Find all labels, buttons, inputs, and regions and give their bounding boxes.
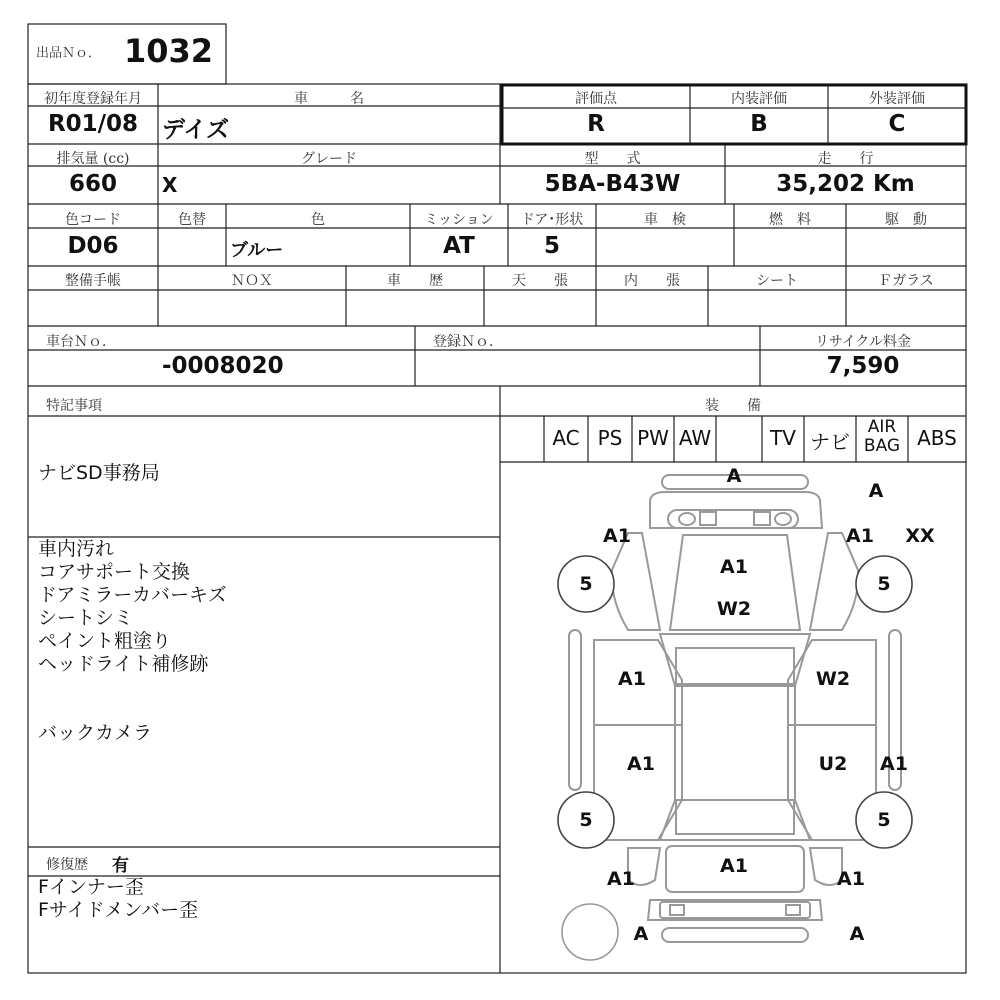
reg-label: 初年度登録年月 (44, 91, 142, 107)
chassis-value: -0008020 (162, 353, 284, 379)
interior-label: 内装評価 (731, 91, 787, 107)
mark-rear-bumper-left: A (633, 923, 649, 945)
notes-line: シートシミ (38, 607, 134, 629)
equipment-aw: AW (678, 426, 712, 450)
model-label: 型 式 (584, 151, 641, 167)
score-value: R (587, 111, 605, 137)
colorcode-value: D06 (67, 233, 119, 259)
notes-line: ヘッドライト補修跡 (38, 653, 209, 675)
reg-value: R01/08 (47, 111, 139, 137)
notes-top-text: ナビSD事務局 (38, 462, 160, 484)
lot-number: 1032 (124, 32, 214, 70)
name-label: 車 名 (294, 91, 364, 107)
repair-line: Fインナー歪 (38, 876, 144, 898)
mark-right-rear-quarter: A1 (880, 753, 908, 775)
displacement-label: 排気量 (cc) (56, 151, 130, 167)
mission-label: ミッション (424, 212, 494, 228)
interior-value: B (750, 111, 768, 137)
recycle-label: リサイクル料金 (814, 334, 912, 350)
recolor-label: 色替 (178, 212, 206, 228)
equipment-ps: PS (597, 426, 623, 450)
inspection-label: 車 検 (644, 212, 686, 228)
lot-label: 出品Ｎｏ． (36, 46, 102, 61)
mark-trunk: A1 (720, 855, 748, 877)
equipment-ac: AC (552, 426, 580, 450)
grade-value: X (162, 173, 178, 197)
nox-label: ＮＯＸ (231, 273, 273, 289)
history-label: 車 歴 (387, 273, 443, 289)
notes-line: コアサポート交換 (38, 561, 191, 583)
equipment-tv: TV (770, 426, 796, 450)
notes-extra-line: バックカメラ (38, 722, 153, 744)
mileage-label: 走 行 (817, 151, 874, 167)
mark-right-rear-door: U2 (818, 753, 848, 775)
regno-label: 登録Ｎｏ． (433, 334, 503, 350)
model-value: 5BA-B43W (544, 171, 681, 197)
fuel-label: 燃 料 (769, 212, 811, 228)
mark-front-right-corner: A (868, 480, 884, 502)
notes-line: ドアミラーカバーキズ (38, 584, 227, 606)
door-value: 5 (543, 233, 560, 259)
equipment-abs: ABS (917, 426, 957, 450)
repair-value: 有 (112, 856, 129, 876)
mark-right-front-door: W2 (815, 668, 851, 690)
mark-rear-bumper-right: A (849, 923, 865, 945)
equipment-airbag: AIR BAG (863, 417, 901, 456)
mark-left-front-door: A1 (618, 668, 646, 690)
mark-right-rear-fender: A1 (837, 868, 865, 890)
exterior-label: 外装評価 (869, 91, 925, 107)
mark-hood-top: A1 (720, 556, 748, 578)
displacement-value: 660 (68, 171, 117, 197)
mark-right-rear-tire: 5 (877, 809, 891, 831)
mark-left-rear-tire: 5 (579, 809, 593, 831)
equipment-pw: PW (637, 426, 669, 450)
mark-right-front-tire: 5 (877, 573, 891, 595)
spare-tire-circle (562, 904, 618, 960)
mission-value: AT (443, 233, 475, 259)
fglass-label: Ｆガラス (878, 273, 934, 289)
mark-right-front-fender: A1 (846, 525, 874, 547)
maintenance-label: 整備手帳 (65, 273, 121, 289)
mark-left-front-fender: A1 (603, 525, 631, 547)
mark-left-rear-fender: A1 (607, 868, 635, 890)
roof-label: 天 張 (512, 273, 568, 289)
color-label: 色 (311, 212, 325, 228)
repair-label: 修復歴 (46, 857, 88, 873)
notes-line: 車内汚れ (38, 538, 115, 560)
equipment-label: 装 備 (705, 398, 761, 414)
mark-right-extra: XX (905, 525, 935, 547)
name-value: デイズ (162, 117, 230, 143)
mark-left-front-tire: 5 (579, 573, 593, 595)
mark-left-rear-door: A1 (627, 753, 655, 775)
notes-label: 特記事項 (46, 398, 102, 414)
drive-label: 駆 動 (885, 212, 927, 228)
colorcode-label: 色コード (65, 212, 121, 228)
mileage-value: 35,202 Km (776, 171, 915, 197)
interior-trim-label: 内 張 (624, 273, 680, 289)
grade-label: グレード (301, 151, 357, 167)
score-label: 評価点 (575, 91, 617, 107)
color-value: ブルー (230, 240, 284, 261)
mark-hood-bottom: W2 (716, 598, 752, 620)
recycle-value: 7,590 (826, 353, 900, 379)
chassis-label: 車台Ｎｏ． (46, 334, 116, 350)
equipment-navi: ナビ (810, 430, 850, 454)
door-label: ドア･形状 (520, 212, 584, 228)
seat-label: シート (756, 273, 798, 289)
mark-front-bumper: A (726, 465, 742, 487)
exterior-value: C (888, 111, 906, 137)
repair-line: Fサイドメンバー歪 (38, 899, 199, 921)
notes-line: ペイント粗塗り (38, 630, 172, 652)
